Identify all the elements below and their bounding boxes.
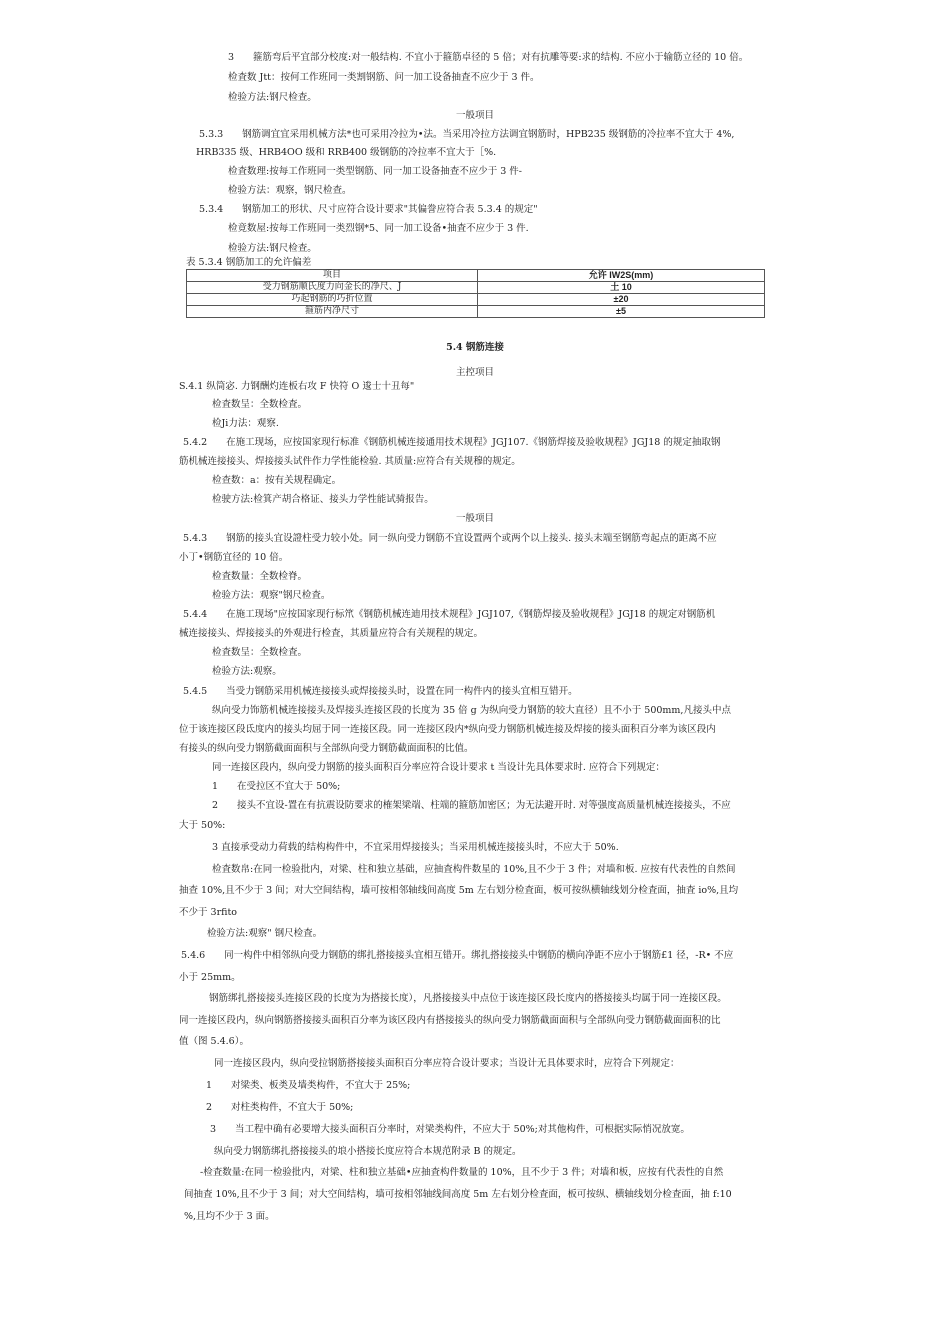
- paragraph-line: 1 对梁类、板类及墙类构件，不宜大于 25%;: [206, 1080, 411, 1091]
- section-heading: 一般项目: [455, 110, 494, 121]
- paragraph-line: 2 接头不宜设-置在有抗震设防要求的榷架梁端、柱端的箍筋加密区；为无法避开时. 对等强度高质量机械连接接头，不应: [212, 800, 731, 811]
- section-title: 5.4 钢筋连接: [446, 342, 504, 353]
- paragraph-line: 检査数理:按每工作班同一类型钢筋、同一加工设备抽查不应少于 3 件-: [228, 166, 522, 177]
- tolerance-table: [186, 269, 765, 318]
- paragraph-line: 检查数：a：按有关规程确定。: [212, 475, 342, 486]
- section-heading: 一般项目: [455, 513, 494, 524]
- paragraph-line: 5.4.5 当受力钢筋采用机械连接接头或焊接接头时，设置在同一构件内的接头宜相互错开。: [183, 686, 578, 697]
- paragraph-line: 检验方法：观察，钢尺检查。: [228, 185, 352, 196]
- paragraph-line: 5.3.3 钢筋调宜宜采用机械方法*也可采用冷拉为•法。当采用冷拉方法调宜钢筋时，HPB235 级钢筋的冷拉率不宜大于 4%,: [199, 129, 735, 140]
- paragraph-line: 5.4.2 在施工现场，应按国家现行标准《钢筋机械连接通用技术规程》JGJ107.《钢筋焊接及验收规程》JGJ18 的规定抽取钢: [183, 437, 721, 448]
- paragraph-line: 检验方法：观察"钢尺检査。: [212, 590, 331, 601]
- paragraph-line: 同一连接区段内，纵向受拉钢筋搭接接头面积百分率应符合设计要求；当设计无具体要求时，应符合下列规定：: [214, 1058, 680, 1069]
- paragraph-line: 有接头的纵向受力钢筋截面面积与全部纵向受力钢筋截面面积的比值。: [179, 743, 474, 754]
- table-row: [187, 282, 765, 294]
- table-cell: ±20: [478, 294, 765, 306]
- paragraph-line: -检査数量:在同一检验批内，对梁、柱和独立基础•应抽査构件数量的 10%，且不少于 3 件；对墙和板，应按有代表性的自然: [200, 1167, 724, 1178]
- paragraph-line: 检査数呈：全数检査。: [212, 399, 308, 410]
- paragraph-line: 3 直接承受动力荷载的结构构件中，不宜采用焊接接头；当采用机械连接接头时，不应大于 50%.: [212, 842, 619, 853]
- paragraph-line: 检査数呈：全数检査。: [212, 647, 308, 658]
- table-caption: 表 5.3.4 钢筋加工的允许偏差: [186, 257, 312, 268]
- paragraph-line: 检査数 Jtt：按何工作班同一类割钢筋、问一加工设备抽査不应少于 3 件。: [228, 72, 540, 83]
- paragraph-line: 3 当工程中确有必要增大接头面积百分率时，对梁类构件，不应大于 50%;对其他构件，可根据实际悄况放宽。: [210, 1124, 690, 1135]
- paragraph-line: 检验方法:钢尺检查。: [228, 92, 317, 103]
- table-header: 允许 IW2S(mm): [478, 270, 765, 282]
- paragraph-line: 钢筋绑扎搭接接头连接区段的长度为为搭接长度），凡搭接接头中点位于该连接区段长度内的搭接接头均属于同一连接区段。: [209, 993, 727, 1004]
- paragraph-line: 间抽査 10%,且不少于 3 间；对大空间结构，墙可按相邻轴线间高度 5m 左右划分检査面，板可按纵、横轴线划分检査面，抽 f:10: [184, 1189, 732, 1200]
- paragraph-line: 小于 25mm。: [179, 972, 241, 983]
- paragraph-line: 筋机械连接接头、焊接接头试件作力学性能检验. 其质量:应符合有关规穆的规定。: [179, 456, 521, 467]
- paragraph-line: 大于 50%:: [179, 820, 226, 831]
- paragraph-line: 1 在受拉区不宜大于 50%;: [212, 781, 341, 792]
- paragraph-line: 5.4.3 钢筋的接头宜设證柱受力较小处。同一纵向受力钢筋不宜设置两个或两个以上接头. 接头末端至钢筋弯起点的距离不应: [183, 533, 717, 544]
- paragraph-line: 同一连接区段内，纵向受力钢筋的接头面积百分率应符合设计要求 t 当设计先具体要求时. 应符合下列规定：: [212, 762, 665, 773]
- table-header: 项目: [187, 270, 478, 282]
- paragraph-line: 检Ji力法：观察.: [212, 418, 279, 429]
- paragraph-line: 检竟数屋:按每工作班同一类烈钢*5、同一加工设备•抽査不应少于 3 件.: [228, 223, 529, 234]
- paragraph-line: 检査数帛:在同一检验批内，对梁、柱和独立基础，应抽査构件数星的 10%,且不少于 3 件；对墙和板. 应按有代表性的自然间: [212, 864, 736, 875]
- paragraph-line: 不少于 3rfito: [179, 907, 237, 918]
- paragraph-line: 2 对柱类构件，不宜大于 50%;: [206, 1102, 354, 1113]
- paragraph-line: 5.3.4 钢筋加工的形状、尺寸应符合设计要求"其偏誊应符合表 5.3.4 的规定": [199, 204, 538, 215]
- paragraph-line: 位于该连接区段氐度内的接头均屈于同一连接区段。同一连接区段内*纵向受力钢筋机械连接及焊接的接头面积百分率为该区段内: [179, 724, 716, 735]
- paragraph-line: 检査数量：全数检脊。: [212, 571, 308, 582]
- table-cell: 土 10: [478, 282, 765, 294]
- paragraph-line: S.4.1 纵筒宓. 力钢酬灼连板右攻 F 快符 O 逡士十丑每": [179, 381, 415, 392]
- table-row: [187, 306, 765, 318]
- table-cell: 巧起钢筋的巧折位置: [187, 294, 478, 306]
- paragraph-line: %,且均不少于 3 面。: [184, 1211, 275, 1222]
- paragraph-line: 检驶方法:检箕产胡合格证、接头力学性能试骑报告。: [212, 494, 434, 505]
- section-heading: 主控项目: [455, 367, 494, 378]
- paragraph-line: 械连接接头、焊接接头的外观进行检査，其质量应符合有关规程的规定。: [179, 628, 484, 639]
- paragraph-line: 3 箍筋弯后平宜部分校度:对一般结构. 不宜小于箍筋卓径的 5 倍；对有抗雕等要:求的结构. 不应小于输筋立径的 10 倍。: [228, 52, 749, 63]
- table-cell: ±5: [478, 306, 765, 318]
- paragraph-line: 纵向受力饰筋机械连接接头及焊接头连接区段的长度为 35 倍 g 为纵向受力钢筋的较大直径）且不小于 500mm,凡接头中点: [212, 705, 731, 716]
- paragraph-line: 值（图 5.4.6）。: [179, 1036, 249, 1047]
- paragraph-line: 5.4.6 同一构件中相邻纵向受力钢筋的绑扎搭接接头宜相互错开。绑扎搭接接头中钢筋的横向净距不应小于钢筋£1 径，-R• 不应: [181, 950, 734, 961]
- paragraph-line: 小丁•钢筋宜径的 10 倍。: [179, 552, 289, 563]
- paragraph-line: 抽查 10%,且不少于 3 间；对大空间结构，墙可按相邻轴线间高度 5m 左右划分检査面，板可按纵横轴线划分检査面，抽査 io%,且均: [179, 885, 739, 896]
- paragraph-line: 同一连接区段内，纵向钢筋搭接接头面积百分率为该区段内有搭接接头的纵向受力钢筋截面面积与全部纵向受力钢筋截面面积的比: [179, 1015, 721, 1026]
- paragraph-line: HRB335 级、HRB4OO 级和 RRB400 级钢筋的冷拉率不宜大于［%.: [196, 147, 497, 158]
- table-row: [187, 294, 765, 306]
- table-cell: 箍筋内净尺寸: [187, 306, 478, 318]
- paragraph-line: 检验方法:钢尺检查。: [228, 243, 317, 254]
- table-header-row: [187, 270, 765, 282]
- paragraph-line: 检验方法:观察" 钢尺检査。: [207, 928, 323, 939]
- table-cell: 受力钢筋顺氏度力向金长的净尺、J: [187, 282, 478, 294]
- paragraph-line: 5.4.4 在施工现场"应按国家现行标笊《钢筋机械连迪用技术规程》JGJ107,《钢筋焊接及验收规程》JGJ18 的规定对钢筋机: [183, 609, 716, 620]
- paragraph-line: 纵向受力钢筋绑扎搭接接头的埌小搭接长度应符合本规范附录 B 的规定。: [214, 1146, 522, 1157]
- paragraph-line: 检验方法:观察。: [212, 666, 282, 677]
